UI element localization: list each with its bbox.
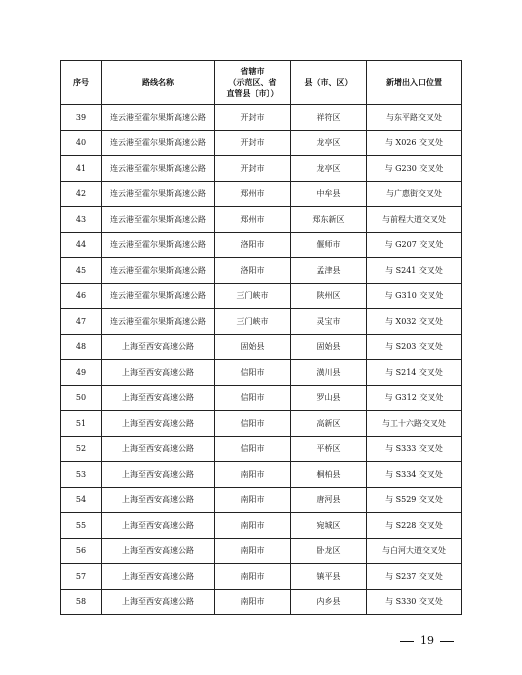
cell-route: 上海至西安高速公路 [102,462,215,488]
cell-city: 信阳市 [215,385,291,411]
cell-county: 潢川县 [291,360,367,386]
cell-city: 洛阳市 [215,258,291,284]
cell-city: 南阳市 [215,513,291,539]
header-province [215,61,291,105]
cell-city: 开封市 [215,130,291,156]
cell-position: 与 G310 交叉处 [367,283,462,309]
cell-city: 信阳市 [215,411,291,437]
cell-county: 唐河县 [291,487,367,513]
cell-position: 与广惠街交叉处 [367,181,462,207]
cell-county: 孟津县 [291,258,367,284]
table-row [61,462,462,488]
cell-county: 内乡县 [291,589,367,615]
cell-position: 与 S241 交叉处 [367,258,462,284]
header-province-line2: （示范区、省 [228,78,277,87]
header-province-line1: 省辖市 [240,67,265,76]
cell-route: 连云港至霍尔果斯高速公路 [102,258,215,284]
table-header-row [61,61,462,105]
cell-city: 开封市 [215,105,291,131]
cell-no: 49 [61,360,102,386]
cell-county: 固始县 [291,334,367,360]
cell-position: 与 S237 交叉处 [367,564,462,590]
cell-no: 41 [61,156,102,182]
cell-route: 上海至西安高速公路 [102,411,215,437]
cell-route: 上海至西安高速公路 [102,589,215,615]
cell-county: 镇平县 [291,564,367,590]
cell-route: 连云港至霍尔果斯高速公路 [102,130,215,156]
cell-no: 51 [61,411,102,437]
cell-position: 与 G312 交叉处 [367,385,462,411]
header-position: 新增出入口位置 [367,61,462,105]
cell-city: 郑州市 [215,181,291,207]
cell-route: 上海至西安高速公路 [102,385,215,411]
cell-route: 连云港至霍尔果斯高速公路 [102,232,215,258]
cell-no: 52 [61,436,102,462]
cell-no: 56 [61,538,102,564]
cell-route: 连云港至霍尔果斯高速公路 [102,105,215,131]
cell-county: 宛城区 [291,513,367,539]
header-route: 路线名称 [102,61,215,105]
cell-city: 洛阳市 [215,232,291,258]
cell-city: 固始县 [215,334,291,360]
table-row [61,283,462,309]
cell-city: 信阳市 [215,360,291,386]
cell-route: 连云港至霍尔果斯高速公路 [102,156,215,182]
table-row [61,487,462,513]
cell-position: 与 G230 交叉处 [367,156,462,182]
cell-position: 与东平路交叉处 [367,105,462,131]
cell-position: 与 S330 交叉处 [367,589,462,615]
cell-no: 54 [61,487,102,513]
cell-position: 与 S529 交叉处 [367,487,462,513]
table-row [61,105,462,131]
page-number-text: 19 [420,634,434,647]
cell-route: 连云港至霍尔果斯高速公路 [102,181,215,207]
cell-city: 南阳市 [215,487,291,513]
cell-position: 与 S334 交叉处 [367,462,462,488]
cell-no: 45 [61,258,102,284]
cell-position: 与 G207 交叉处 [367,232,462,258]
cell-no: 57 [61,564,102,590]
cell-county: 高新区 [291,411,367,437]
cell-no: 43 [61,207,102,233]
table-row [61,589,462,615]
cell-county: 龙亭区 [291,156,367,182]
cell-position: 与 S214 交叉处 [367,360,462,386]
cell-no: 42 [61,181,102,207]
cell-county: 郑东新区 [291,207,367,233]
cell-city: 南阳市 [215,589,291,615]
cell-no: 44 [61,232,102,258]
table-row [61,130,462,156]
cell-no: 46 [61,283,102,309]
cell-county: 灵宝市 [291,309,367,335]
cell-city: 南阳市 [215,538,291,564]
cell-route: 连云港至霍尔果斯高速公路 [102,207,215,233]
cell-no: 39 [61,105,102,131]
table-row [61,156,462,182]
cell-county: 桐柏县 [291,462,367,488]
header-county: 县（市、区） [291,61,367,105]
cell-route: 上海至西安高速公路 [102,538,215,564]
cell-city: 开封市 [215,156,291,182]
header-no: 序号 [61,61,102,105]
cell-county: 陕州区 [291,283,367,309]
table-row [61,181,462,207]
cell-route: 连云港至霍尔果斯高速公路 [102,309,215,335]
cell-route: 上海至西安高速公路 [102,360,215,386]
table-body [61,105,462,615]
cell-route: 上海至西安高速公路 [102,436,215,462]
cell-county: 卧龙区 [291,538,367,564]
cell-no: 53 [61,462,102,488]
table-row [61,207,462,233]
cell-route: 连云港至霍尔果斯高速公路 [102,283,215,309]
cell-county: 祥符区 [291,105,367,131]
cell-route: 上海至西安高速公路 [102,334,215,360]
cell-city: 三门峡市 [215,283,291,309]
cell-no: 50 [61,385,102,411]
cell-no: 40 [61,130,102,156]
entrance-table [60,60,462,615]
table-row [61,334,462,360]
header-province-line3: 直管县〔市〕） [226,89,279,98]
cell-city: 三门峡市 [215,309,291,335]
cell-route: 上海至西安高速公路 [102,564,215,590]
cell-position: 与 S228 交叉处 [367,513,462,539]
cell-county: 偃师市 [291,232,367,258]
cell-county: 龙亭区 [291,130,367,156]
table-row [61,436,462,462]
cell-position: 与白河大道交叉处 [367,538,462,564]
cell-city: 南阳市 [215,462,291,488]
table-row [61,232,462,258]
table-row [61,538,462,564]
cell-route: 上海至西安高速公路 [102,487,215,513]
cell-position: 与 X026 交叉处 [367,130,462,156]
table-row [61,360,462,386]
table-row [61,564,462,590]
cell-no: 48 [61,334,102,360]
dash-right [440,641,454,642]
cell-city: 信阳市 [215,436,291,462]
cell-no: 47 [61,309,102,335]
cell-city: 郑州市 [215,207,291,233]
cell-county: 罗山县 [291,385,367,411]
cell-position: 与前程大道交叉处 [367,207,462,233]
page-number [394,634,460,647]
cell-position: 与 X032 交叉处 [367,309,462,335]
cell-position: 与 S333 交叉处 [367,436,462,462]
cell-city: 南阳市 [215,564,291,590]
cell-no: 58 [61,589,102,615]
cell-county: 中牟县 [291,181,367,207]
table-row [61,385,462,411]
cell-position: 与工十六路交叉处 [367,411,462,437]
cell-no: 55 [61,513,102,539]
dash-left [400,641,414,642]
cell-position: 与 S203 交叉处 [367,334,462,360]
cell-county: 平桥区 [291,436,367,462]
table-row [61,411,462,437]
table-row [61,309,462,335]
cell-route: 上海至西安高速公路 [102,513,215,539]
table-row [61,513,462,539]
table-row [61,258,462,284]
